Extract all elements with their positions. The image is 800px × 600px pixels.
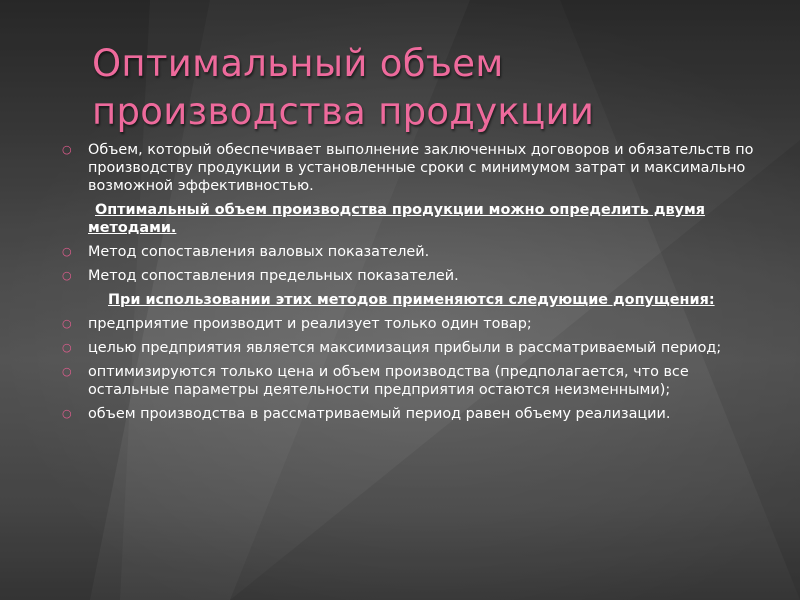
list-item — [62, 363, 762, 399]
bullet-icon: ○ — [62, 365, 72, 378]
list-item — [62, 141, 762, 195]
list-item — [62, 339, 762, 357]
slide-title: Оптимальный объем производства продукции — [92, 42, 595, 133]
paragraph-text: оптимизируются только цена и объем производства (предполагается, что все остальные параметры деятельности предприятия остаются неизменными); — [88, 364, 689, 398]
emphasis-item — [62, 291, 762, 309]
emphasis-item — [62, 201, 762, 237]
list-item — [62, 267, 762, 285]
paragraph-text: Объем, который обеспечивает выполнение заключенных договоров и обязательств по производству продукции в установленные сроки с минимумом затрат и максимально возможной эффективностью. — [88, 142, 754, 194]
list-item — [62, 243, 762, 261]
emphasis-text: При использовании этих методов применяются следующие допущения: — [108, 292, 715, 308]
bullet-icon: ○ — [62, 317, 72, 330]
paragraph-text: Метод сопоставления предельных показателей. — [88, 268, 459, 284]
paragraph-text: предприятие производит и реализует только один товар; — [88, 316, 532, 332]
bullet-icon: ○ — [62, 407, 72, 420]
paragraph-text: целью предприятия является максимизация прибыли в рассматриваемый период; — [88, 340, 722, 356]
bullet-icon: ○ — [62, 341, 72, 354]
bullet-icon: ○ — [62, 143, 72, 156]
emphasis-text: Оптимальный объем производства продукции можно определить двумя методами. — [88, 202, 705, 236]
paragraph-text: объем производства в рассматриваемый период равен объему реализации. — [88, 406, 671, 422]
content-list — [62, 141, 762, 429]
paragraph-text: Метод сопоставления валовых показателей. — [88, 244, 430, 260]
list-item — [62, 405, 762, 423]
bullet-icon: ○ — [62, 269, 72, 282]
list-item — [62, 315, 762, 333]
bullet-icon: ○ — [62, 245, 72, 258]
